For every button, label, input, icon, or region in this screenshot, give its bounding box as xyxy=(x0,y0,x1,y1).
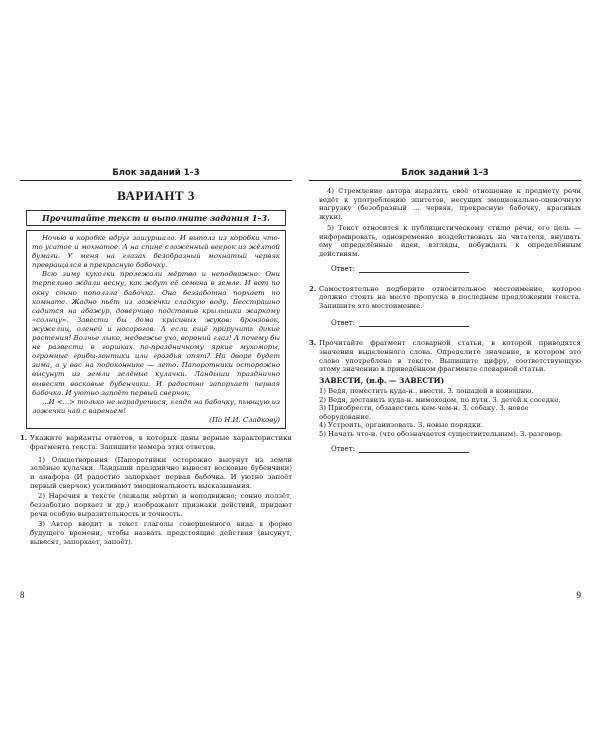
text-paragraph-3: ...И <...> только не нарадуешься, глядя на бабочку, пьющую из ложечки чай с вареньем! xyxy=(32,397,280,415)
task-1-answer xyxy=(331,265,581,273)
task-2-answer xyxy=(331,319,581,327)
task-1-option-2: 2) Наречия в тексте (лежали мёртво и неподвижно; сонно ползёт, беззаботно порхает и др.) изображают признаки действий, придают речи особую выразительность и точность. xyxy=(30,492,292,518)
task-2-number: 2. xyxy=(309,284,317,293)
task-3-number: 3. xyxy=(309,339,317,348)
task-3-answer xyxy=(331,445,581,453)
task-3 xyxy=(309,339,581,387)
variant-title: ВАРИАНТ 3 xyxy=(117,188,195,203)
dictionary-meaning-1: 1) Ведя, поместить куда-н., ввести. З. лошадей в конюшню. xyxy=(319,387,534,395)
right-page-header: Блок заданий 1–3 xyxy=(401,168,489,178)
dictionary-headword: ЗАВЕСТИ, (н.ф. — ЗАВЕСТИ) xyxy=(319,376,445,386)
left-page-number: 8 xyxy=(20,590,25,600)
answer-label: Ответ: xyxy=(331,444,355,453)
task-1-number: 1. xyxy=(20,433,28,442)
instruction-box: Прочитайте текст и выполните задания 1–3. xyxy=(26,210,286,226)
task-3-question: Прочитайте фрагмент словарной статьи, в которой приводятся значения выделенного слова. Определите значение, в котором это слово употреблено в тексте. Выпишите цифру, соответствующую этому значению в приведённом фрагменте словарной статьи. xyxy=(319,339,581,374)
left-header-rule xyxy=(20,180,292,181)
task-1-question: Укажите варианты ответов, в которых даны верные характеристики фрагмента текста. Запишите номера этих ответов. xyxy=(30,433,292,451)
right-page-number: 9 xyxy=(576,590,581,600)
text-paragraph-2: Всю зиму куколки пролежали мёртво и неподвижно. Они терпеливо ждали весну, как ждут её семена в земле. И вот по окну сонно поползла бабочка. Она беззаботно порхает по комнате. Жадно пьёт из ложечки сладкую воду. Бесстрашно садится на абажур, доверчиво подставив крылышки жаркому «солнцу». Завести бы дома красивых жуков: бронзовок, жужелиц, оленей и носорогов. А если ещё приручить дикие растения! Волчье лыко, медвежье ухо, вороний глаз! А почему бы не развести в горшках по-праздничному яркие мухоморы, огромные грибы-зонтики или гроздья опят? На дворе будет зима, а у вас на подоконнике — лето. Папоротники осторожно высунут из земли зелёные кулачки. Ландыши празднично вывесят восковые бубенчики. И радостно запорхает первая бабочка. И уютно запоёт первый сверчок. xyxy=(32,270,280,397)
task-1-option-1: 1) Олицетворения (Папоротники осторожно высунут из земли зелёные кулачки. Ландыши празднично вывесят восковые бубенчики) и анафора (И радостно запорхает первая бабочка. И уютно запоёт первый сверчок) усиливают эмоциональность высказывания. xyxy=(30,455,292,490)
right-header-rule xyxy=(309,180,581,181)
task-2 xyxy=(309,285,581,313)
reading-text-box xyxy=(26,230,286,429)
answer-label: Ответ: xyxy=(331,319,355,328)
left-page xyxy=(20,168,292,600)
task-1-answer-line[interactable] xyxy=(359,265,469,273)
task-2-question: Самостоятельно подберите относительное местоимение, которое должно стоять на месте пропуска в последнем предложении текста. Запишите это местоимение. xyxy=(319,284,581,311)
dictionary-meaning-5: 5) Начать что-н. (что обозначается существительным). З. разговор. xyxy=(319,429,563,438)
task-2-answer-line[interactable] xyxy=(359,319,469,327)
right-page xyxy=(309,168,581,600)
text-author: (По Н.И. Сладкову) xyxy=(209,415,280,424)
task-1 xyxy=(20,434,292,454)
task-1-option-3: 3) Автор вводит в текст глаголы совершенного вида в форме будущего времени, чтобы назвать предстоящие действия (высунут, вывесят, запорхает, запоёт). xyxy=(30,520,292,546)
dictionary-meaning-2: 2) Ведя, доставить куда-н. мимоходом, по пути. З. детей к соседке. xyxy=(319,395,561,404)
task-1-option-5: 5) Текст относится к публицистическому стилю речи, его цель — информировать, одновременно воздействовать на читателя, внушать ему определённые идеи, взгляды, побуждать к определённым действиям. xyxy=(319,223,581,258)
left-page-header: Блок заданий 1–3 xyxy=(112,168,200,178)
dictionary-meaning-3: 3) Приобрести, обзавестись кем-чем-н. З. собаку. З. новое оборудование. xyxy=(319,404,529,421)
task-3-answer-line[interactable] xyxy=(359,445,469,453)
answer-label: Ответ: xyxy=(331,264,355,273)
text-paragraph-1: Ночью в коробке вдруг зашуршало. И выполз из коробки что-то усатое и мохнатое. А на спине сложенный веерок из жёлтой бумаги. У меня на глазах безобразный мохнатый червяк превращался в прекрасную бабочку. xyxy=(32,234,280,270)
dictionary-meaning-4: 4) Устроить, организовать. З. новые порядки. xyxy=(319,421,483,430)
task-1-option-4: 4) Стремление автора выразить своё отношение к предмету речи ведёт к употреблению эпитетов, несущих эмоционально-оценочную нагрузку (безобразный ... червяк, прекрасную бабочку, красивых жуки). xyxy=(319,187,581,222)
